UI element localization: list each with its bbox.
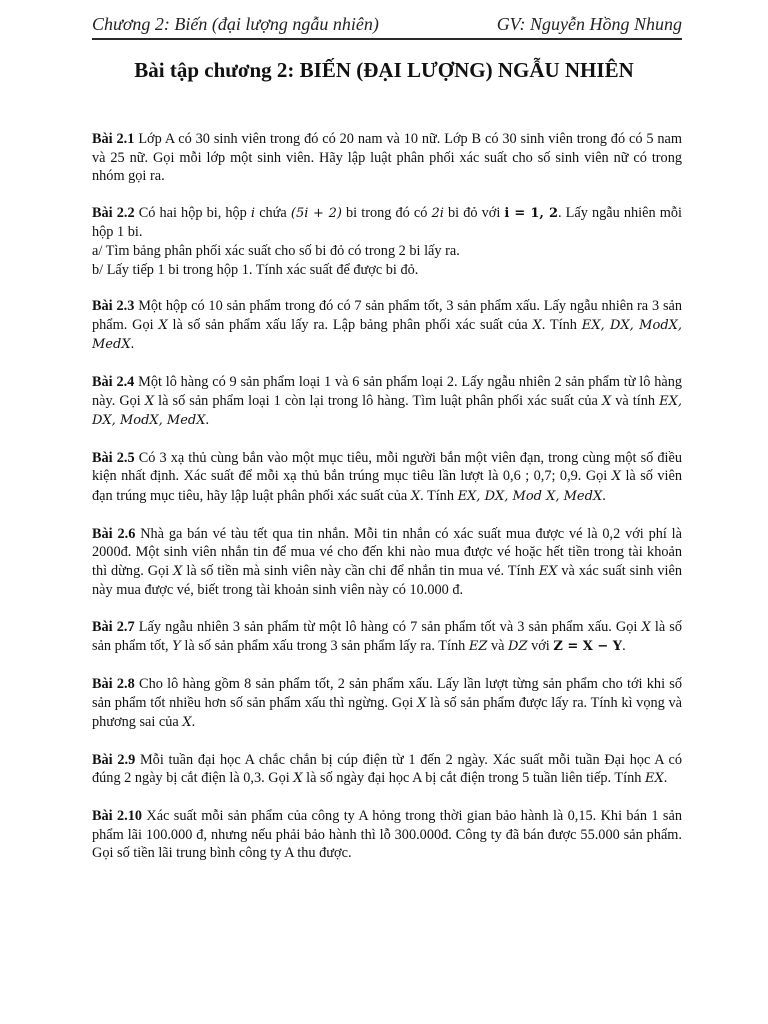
- math-var: X: [158, 317, 168, 333]
- exercise-text: là số sản phẩm tốt,: [92, 618, 683, 655]
- exercise-number: Bài 2.8: [92, 676, 135, 693]
- exercise-text: là số viên đạn trúng mục tiêu, hãy lập luật phân phối xác suất của: [92, 468, 682, 504]
- exercise-text: Có hai hộp bi, hộp: [138, 204, 247, 221]
- math-var: X: [293, 771, 303, 787]
- math-expr: (5i + 2): [290, 205, 342, 221]
- exercise-text: chứa: [259, 204, 287, 221]
- exercise-text: .: [205, 412, 210, 429]
- exercise-part-a: a/ Tìm bảng phân phối xác suất cho số bi đỏ có trong 2 bi lấy ra.: [92, 242, 460, 259]
- math-expr: i = 1, 2: [504, 205, 558, 221]
- exercise-number: Bài 2.5: [92, 449, 135, 466]
- exercise-text: .: [663, 770, 668, 787]
- exercise-text: Cho lô hàng gồm 8 sản phẩm tốt, 2 sản phẩm xấu. Lấy lần lượt từng sản phẩm cho tới khi số sản phẩm tốt nhiều hơn số sản phẩm xấu thì ngừng. Gọi: [92, 676, 682, 711]
- math-var: X: [173, 563, 183, 579]
- math-expr: Z = X − Y: [553, 639, 623, 655]
- exercise-text: là số ngày đại học A bị cắt điện trong 5 tuần liên tiếp. Tính: [306, 770, 642, 787]
- exercise-text: .: [622, 638, 626, 655]
- math-expr: EX, DX, ModX, MedX: [92, 317, 683, 353]
- exercise-text: .: [602, 487, 606, 504]
- exercise-2-3: [92, 297, 682, 355]
- header-teacher: GV: Nguyễn Hồng Nhung: [496, 14, 682, 34]
- exercise-number: Bài 2.1: [92, 131, 135, 147]
- exercise-2-5: [92, 449, 682, 507]
- exercise-number: Bài 2.3: [92, 298, 135, 315]
- exercise-text: Một lô hàng có 9 sản phẩm loại 1 và 6 sản phẩm loại 2. Lấy ngẫu nhiên 2 sản phẩm từ lô hàng này. Gọi: [92, 373, 683, 409]
- exercise-text: bi đỏ với: [448, 204, 501, 221]
- exercise-2-6: [92, 525, 682, 600]
- math-expr: EX, DX, ModX, MedX: [92, 393, 682, 429]
- exercise-number: Bài 2.7: [92, 618, 135, 635]
- exercise-text: .: [130, 336, 135, 353]
- exercise-text: bi trong đó có: [346, 204, 428, 221]
- exercise-text: Nhà ga bán vé tàu tết qua tin nhắn. Mỗi tin nhắn có xác suất mua được vé là 0,2 với phí là 2000đ. Một sinh viên nhắn tin để mua vé cho đến khi nào mua được vé hoặc hết tiền trong tài khoản thì dừng. Gọi: [92, 525, 683, 579]
- math-expr: EX, DX, Mod X, MedX: [457, 488, 603, 504]
- math-expr: DZ: [508, 639, 528, 655]
- math-var: X: [416, 695, 427, 711]
- math-expr: EZ: [468, 639, 488, 655]
- exercise-2-10: [92, 807, 682, 863]
- exercise-text: là số sản phẩm được lấy ra. Tính kì vọng và phương sai của: [92, 694, 682, 731]
- math-var: i: [250, 205, 256, 221]
- exercise-number: Bài 2.2: [92, 204, 135, 221]
- exercise-text: . Lấy ngẫu nhiên mỗi hộp 1 bi.: [92, 204, 682, 241]
- exercise-text: và xác suất sinh viên này mua được vé, biết trong tài khoản sinh viên này có 10.000 đ.: [92, 562, 682, 599]
- exercise-2-1: [92, 130, 682, 186]
- math-var: X: [182, 715, 192, 731]
- math-var: X: [601, 393, 612, 409]
- exercise-text: . Tính: [541, 316, 577, 333]
- exercise-number: Bài 2.6: [92, 525, 136, 542]
- math-expr: EX: [538, 563, 558, 579]
- exercise-text: .: [191, 714, 196, 731]
- exercise-text: Lấy ngẫu nhiên 3 sản phẩm từ một lô hàng có 7 sản phẩm tốt và 3 sản phẩm xấu. Gọi: [138, 618, 638, 635]
- exercise-2-8: [92, 675, 682, 733]
- math-var: X: [410, 488, 421, 504]
- exercise-text: là số tiền mà sinh viên này cần chi để nhắn tin mua vé. Tính: [186, 562, 535, 579]
- math-var: X: [611, 469, 621, 485]
- math-var: X: [144, 393, 155, 409]
- exercise-text: và: [490, 638, 505, 655]
- exercise-number: Bài 2.9: [92, 751, 136, 768]
- math-var: X: [641, 619, 651, 635]
- exercise-2-9: [92, 751, 682, 789]
- exercise-number: Bài 2.4: [92, 373, 135, 390]
- exercise-2-4: [92, 373, 682, 431]
- exercise-text: . Tính: [420, 487, 454, 504]
- exercise-number: Bài 2.10: [92, 808, 143, 825]
- exercise-2-7: [92, 618, 682, 657]
- exercise-text: với: [531, 638, 550, 655]
- exercise-text: Có 3 xạ thủ cùng bắn vào một mục tiêu, mỗi người bắn một viên đạn, trong cùng một số điều kiện nhất định. Xác suất để mỗi xạ thủ bắn trúng mục tiêu lần lượt là 0,6 ; 0,7; 0,9. Gọi: [92, 449, 682, 485]
- exercise-text: Xác suất mỗi sản phẩm của công ty A hỏng trong thời gian bảo hành là 0,15. Khi bán 1 sản phẩm lãi 100.000 đ, nhưng nếu phải bảo hành thì lỗ 300.000đ. Công ty đã bán được 55.000 sản phẩm. Gọi số tiền lãi trung bình công ty A thu được.: [92, 808, 682, 862]
- math-expr: 2i: [431, 205, 444, 221]
- exercise-text: Một hộp có 10 sản phẩm trong đó có 7 sản phẩm tốt, 3 sản phẩm xấu. Lấy ngẫu nhiên ra 3 sản phẩm. Gọi: [92, 298, 682, 333]
- exercise-list: [92, 130, 682, 881]
- math-expr: EX: [645, 771, 664, 787]
- math-var: Y: [172, 639, 181, 655]
- page-header: [92, 14, 682, 40]
- exercise-text: Mỗi tuần đại học A chắc chắn bị cúp điện từ 1 đến 2 ngày. Xác suất mỗi tuần Đại học A có đúng 2 ngày bị cắt điện là 0,3. Gọi: [92, 751, 683, 787]
- exercise-text: là số sản phẩm xấu lấy ra. Lập bảng phân phối xác suất của: [172, 316, 528, 333]
- math-var: X: [532, 317, 542, 333]
- exercise-2-2: [92, 204, 682, 279]
- exercise-text: là số sản phẩm xấu trong 3 sản phẩm lấy ra. Tính: [184, 638, 466, 655]
- exercise-text: Lớp A có 30 sinh viên trong đó có 20 nam và 10 nữ. Lớp B có 30 sinh viên trong đó có 5 nam và 25 nữ. Gọi mỗi lớp một sinh viên. Hãy lập luật phân phối xác suất cho số sinh viên nữ có trong nhóm gọi ra.: [92, 131, 682, 185]
- exercise-text: và tính: [615, 392, 656, 409]
- exercise-part-b: b/ Lấy tiếp 1 bi trong hộp 1. Tính xác suất để được bi đỏ.: [92, 261, 419, 278]
- page-title: Bài tập chương 2: BIẾN (ĐẠI LƯỢNG) NGẪU NHIÊN: [134, 58, 634, 82]
- exercise-text: là số sản phẩm loại 1 còn lại trong lô hàng. Tìm luật phân phối xác suất của: [158, 392, 598, 409]
- header-chapter: Chương 2: Biến (đại lượng ngẫu nhiên): [92, 14, 379, 34]
